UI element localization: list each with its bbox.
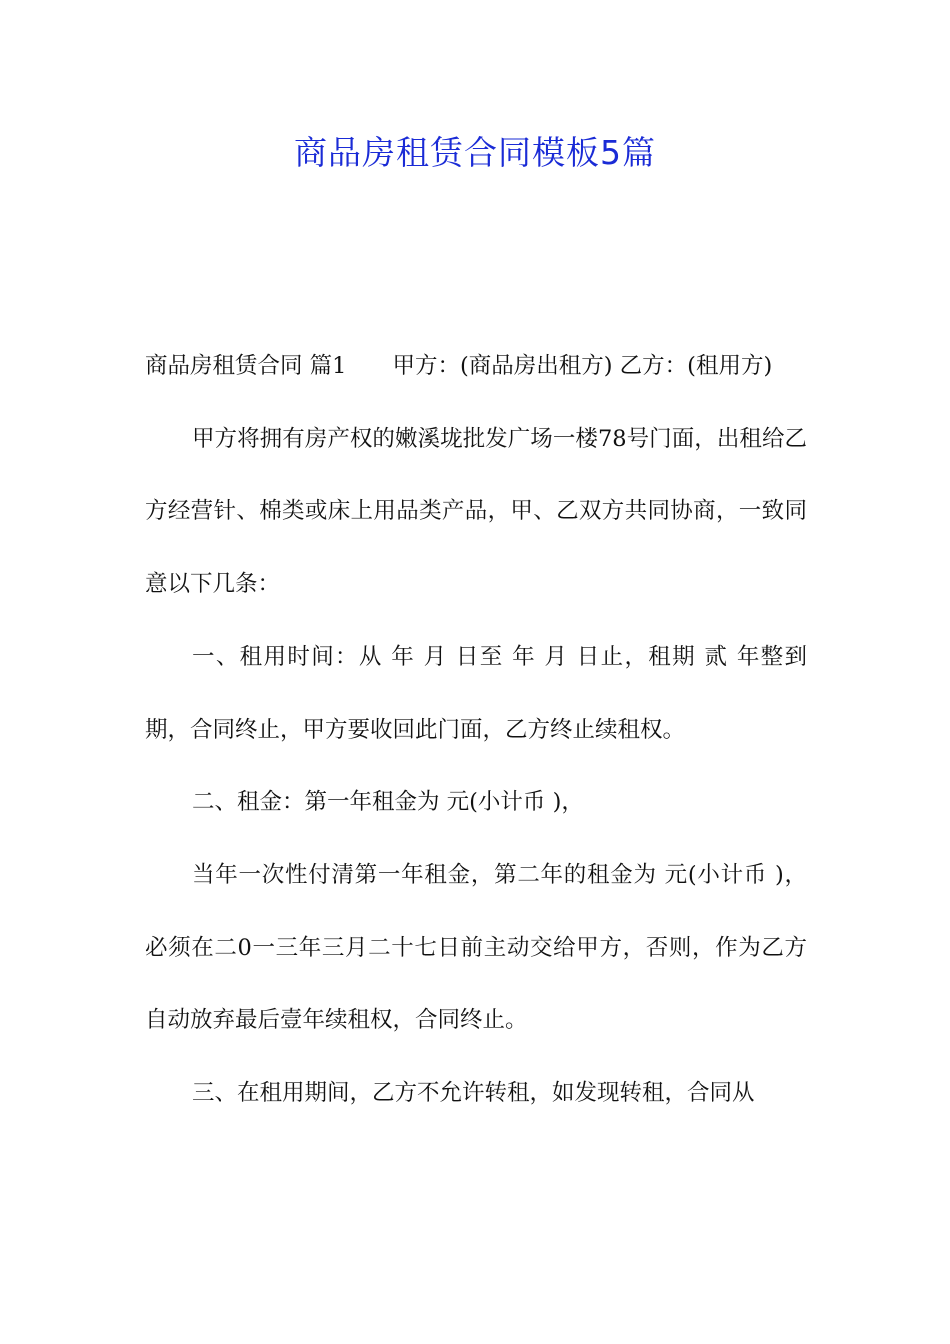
paragraph-clause-2: 二、租金：第一年租金为 元(小计币 )， <box>192 789 584 816</box>
paragraph-clause-3: 三、在租用期间，乙方不允许转租，如发现转租，合同从 <box>192 1080 755 1107</box>
paragraph-clause-2-cont: 当年一次性付清第一年租金，第二年的租金为 元(小计币 )，必须在二0一三年三月二十七日前主动交给甲方，否则，作为乙方自动放弃最后壹年续租权，合同终止。 <box>145 861 807 1034</box>
heading-paragraph <box>145 330 807 403</box>
parties-text: 甲方：(商品房出租方) 乙方：(租用方) <box>392 353 773 379</box>
article-label: 商品房租赁合同 篇1 <box>145 353 347 379</box>
document-body <box>145 330 807 1130</box>
paragraph-intro: 甲方将拥有房产权的嫩溪垅批发广场一楼78号门面，出租给乙方经营针、棉类或床上用品类产品，甲、乙双方共同协商，一致同意以下几条： <box>145 425 807 598</box>
paragraph-clause-1: 一、租用时间：从 年 月 日至 年 月 日止，租期 贰 年整到期，合同终止，甲方要收回此门面，乙方终止续租权。 <box>145 643 807 743</box>
document-title: 商品房租赁合同模板5篇 <box>294 133 656 172</box>
